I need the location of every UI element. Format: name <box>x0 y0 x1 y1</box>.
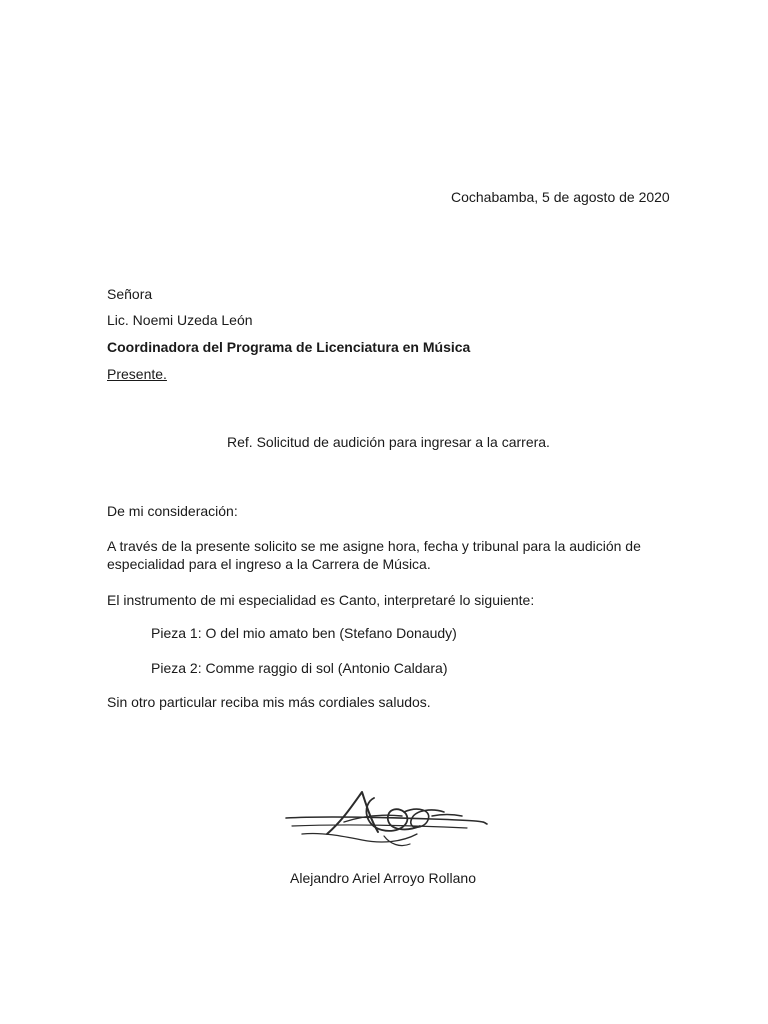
reference-line: Ref. Solicitud de audición para ingresar a la carrera. <box>227 434 550 450</box>
greeting: De mi consideración: <box>107 503 238 519</box>
signature-image <box>282 786 490 856</box>
piece-item: Pieza 1: O del mio amato ben (Stefano Donaudy) <box>151 625 457 641</box>
closing-line: Sin otro particular reciba mis más cordiales saludos. <box>107 694 431 710</box>
recipient-presente: Presente. <box>107 366 167 382</box>
body-paragraph-request: A través de la presente solicito se me asigne hora, fecha y tribunal para la audición de especialidad para el ingreso a la Carrera de Música. <box>107 538 641 572</box>
signer-name: Alejandro Ariel Arroyo Rollano <box>290 870 476 886</box>
date-line: Cochabamba, 5 de agosto de 2020 <box>451 189 670 205</box>
recipient-title: Coordinadora del Programa de Licenciatura en Música <box>107 339 471 355</box>
body-paragraph-instrument: El instrumento de mi especialidad es Canto, interpretaré lo siguiente: <box>107 592 535 608</box>
piece-item: Pieza 2: Comme raggio di sol (Antonio Caldara) <box>151 660 448 676</box>
recipient-name: Lic. Noemi Uzeda León <box>107 312 253 328</box>
recipient-salutation: Señora <box>107 286 153 302</box>
